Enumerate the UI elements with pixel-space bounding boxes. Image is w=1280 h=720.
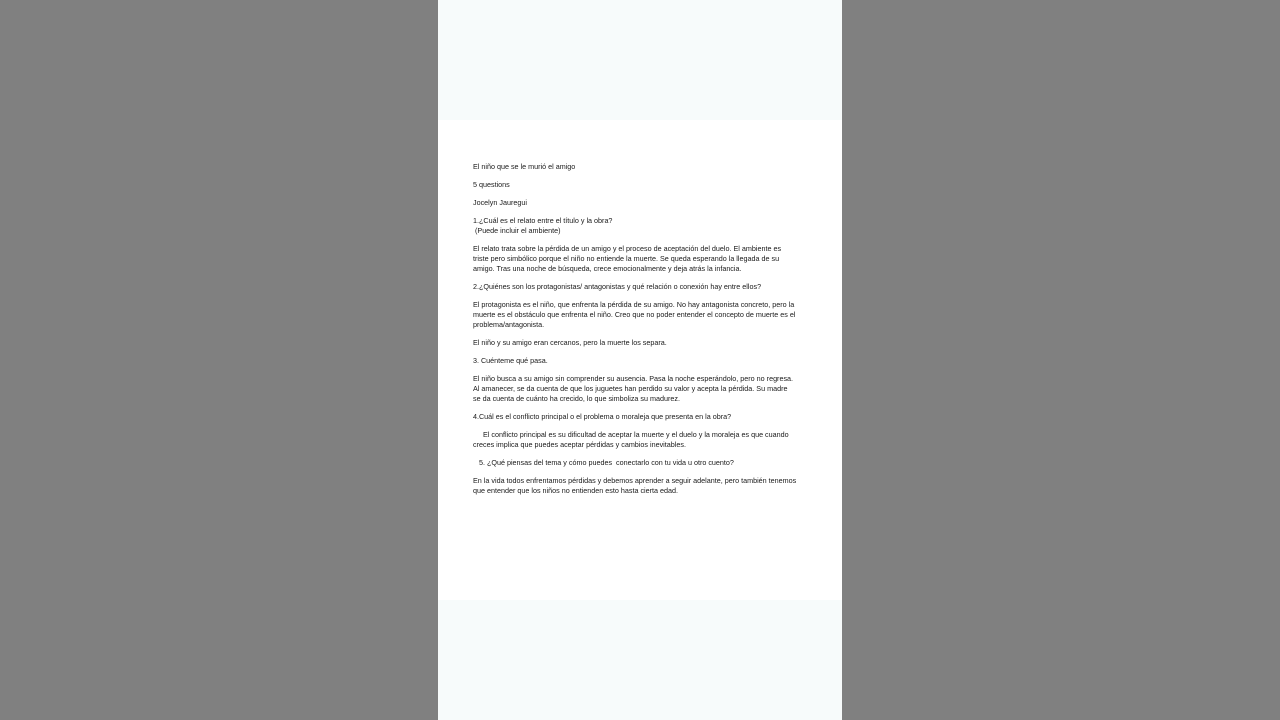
author-name: Jocelyn Jauregui xyxy=(473,198,527,207)
question-4: 4.Cuál es el conflicto principal o el problema o moraleja que presenta en la obra? xyxy=(473,412,732,421)
question-5: 5. ¿Qué piensas del tema y cómo puedes conectarlo con tu vida u otro cuento? xyxy=(473,458,734,467)
question-3: 3. Cuénteme qué pasa. xyxy=(473,356,548,365)
document-title: El niño que se le murió el amigo xyxy=(473,162,576,171)
bottom-band xyxy=(438,600,842,720)
answer-4: El conflicto principal es su dificultad de aceptar la muerte y el duelo y la moraleja es que cuando creces implica que puedes aceptar pérdidas y cambios inevitables. xyxy=(473,430,791,449)
answer-1: El relato trata sobre la pérdida de un amigo y el proceso de aceptación del duelo. El ambiente es triste pero simbólico porque el niño no entiende la muerte. Se queda esperando la llegada de su amigo. Tras una noche de búsqueda, crece emocionalmente y deja atrás la infancia. xyxy=(473,244,784,273)
answer-2b: El niño y su amigo eran cercanos, pero la muerte los separa. xyxy=(473,338,667,347)
answer-5: En la vida todos enfrentamos pérdidas y debemos aprender a seguir adelante, pero también tenemos que entender que los niños no entienden esto hasta cierta edad. xyxy=(473,476,799,495)
question-2: 2.¿Quiénes son los protagonistas/ antagonistas y qué relación o conexión hay entre ellos? xyxy=(473,282,762,291)
right-letterbox xyxy=(842,0,1280,720)
answer-3: El niño busca a su amigo sin comprender su ausencia. Pasa la noche esperándolo, pero no regresa. Al amanecer, se da cuenta de que los juguetes han perdido su valor y acepta la pérdida. Su madre se da cuenta de cuánto ha crecido, lo que simboliza su madurez. xyxy=(473,374,795,403)
document-body xyxy=(473,162,797,504)
top-band xyxy=(438,0,842,120)
question-1: 1.¿Cuál es el relato entre el título y la obra? (Puede incluir el ambiente) xyxy=(473,216,613,235)
answer-2a: El protagonista es el niño, que enfrenta la pérdida de su amigo. No hay antagonista concreto, pero la muerte es el obstáculo que enfrenta el niño. Creo que no poder entender el concepto de muerte es el problema/antagonista. xyxy=(473,300,798,329)
left-letterbox xyxy=(0,0,438,720)
document-page xyxy=(438,120,842,600)
questions-count: 5 questions xyxy=(473,180,510,189)
document-viewer[interactable] xyxy=(438,0,842,720)
